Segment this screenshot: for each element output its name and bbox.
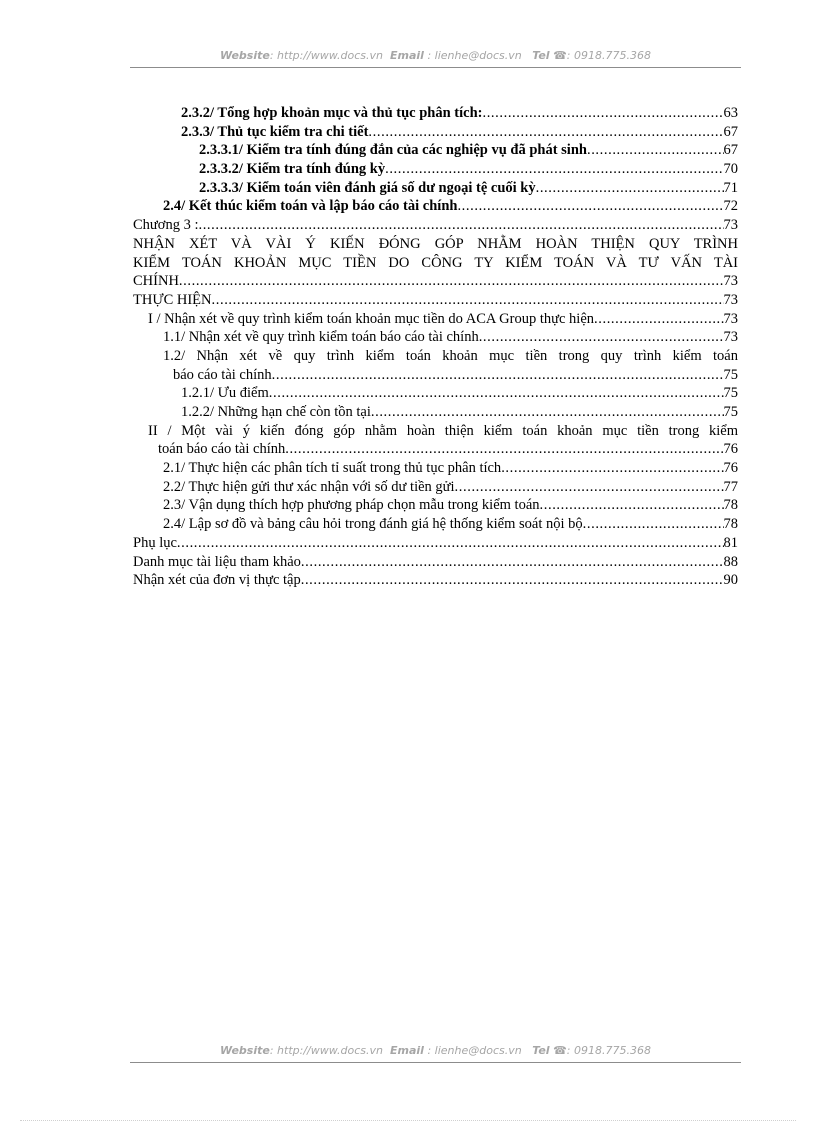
- toc-entry[interactable]: [133, 291, 738, 310]
- toc-entry[interactable]: [133, 478, 738, 497]
- toc-entry-title: Nhận xét của đơn vị thực tập: [133, 572, 301, 589]
- toc-leader-dots: [536, 179, 724, 198]
- toc-leader-dots: [198, 216, 723, 235]
- toc-entry[interactable]: [133, 197, 738, 216]
- toc-leader-dots: [587, 141, 724, 160]
- toc-entry-title-line: NHẬN XÉT VÀ VÀI Ý KIẾN ĐÓNG GÓP NHẰM HOÀN THIỆN QUY TRÌNH: [133, 235, 738, 252]
- toc-entry-title: 2.3.3.2/ Kiểm tra tính đúng kỳ: [199, 161, 386, 178]
- toc-leader-dots: [457, 197, 723, 216]
- toc-entry[interactable]: [133, 459, 738, 478]
- toc-page-number: 88: [723, 553, 738, 570]
- toc-page-number: 73: [723, 273, 738, 290]
- toc-page-number: 90: [723, 572, 738, 589]
- toc-leader-dots: [594, 310, 723, 329]
- toc-entry[interactable]: [133, 553, 738, 572]
- toc-leader-dots: [482, 104, 723, 123]
- toc-leader-dots: [540, 496, 724, 515]
- toc-page-number: 75: [723, 404, 738, 421]
- footer-tel-label: Tel: [532, 1044, 550, 1057]
- toc-leader-dots: [177, 534, 724, 553]
- toc-entry-title: 1.2.2/ Những hạn chế còn tồn tại: [181, 404, 371, 421]
- toc-entry-multiline[interactable]: [133, 347, 738, 384]
- toc-leader-dots: [479, 328, 724, 347]
- toc-entry[interactable]: [133, 104, 738, 123]
- toc-entry[interactable]: [133, 179, 738, 198]
- page-footer: [130, 1044, 741, 1063]
- footer-email-label: Email: [390, 1044, 424, 1057]
- toc-entry-chapter[interactable]: [133, 216, 738, 235]
- toc-entry-title: 2.4/ Lập sơ đồ và bảng câu hỏi trong đánh giá hệ thống kiểm soát nội bộ: [163, 516, 583, 533]
- toc-leader-dots: [179, 272, 724, 291]
- toc-page-number: 67: [723, 123, 738, 140]
- toc-entry-title: 2.1/ Thực hiện các phân tích tỉ suất trong thủ tục phân tích: [163, 460, 502, 477]
- page-header: [130, 49, 741, 68]
- footer-email-link[interactable]: : lienhe@docs.vn: [423, 1044, 522, 1057]
- toc-entry-chapter-title[interactable]: [133, 235, 738, 291]
- toc-leader-dots: [368, 123, 723, 142]
- toc-page-number: 70: [723, 161, 738, 178]
- toc-entry-title-line: toán báo cáo tài chính: [158, 441, 286, 458]
- toc-entry-title: 1.2.1/ Ưu điểm: [181, 385, 269, 402]
- toc-entry-title: 2.3.3.1/ Kiểm tra tính đúng đắn của các nghiệp vụ đã phát sinh: [199, 142, 587, 159]
- toc-entry-title: 2.3.2/ Tổng hợp khoản mục và thủ tục phân tích:: [181, 104, 483, 121]
- toc-entry[interactable]: [133, 497, 738, 516]
- header-website-label: Website: [220, 49, 270, 62]
- toc-page-number: 73: [723, 310, 738, 327]
- toc-entry-title-line: II / Một vài ý kiến đóng góp nhằm hoàn thiện kiểm toán khoản mục tiền trong kiểm: [148, 422, 738, 439]
- header-email-label: Email: [390, 49, 424, 62]
- toc-page-number: 72: [723, 198, 738, 215]
- toc-leader-dots: [583, 515, 724, 534]
- toc-entry-title-line: 1.2/ Nhận xét về quy trình kiểm toán khoản mục tiền trong quy trình kiểm toán: [163, 347, 738, 364]
- header-tel-label: Tel: [532, 49, 550, 62]
- toc-page-number: 76: [723, 460, 738, 477]
- table-of-contents: [133, 104, 738, 590]
- toc-entry[interactable]: [133, 123, 738, 142]
- toc-page-number: 73: [723, 329, 738, 346]
- toc-entry-title-line: CHÍNH: [133, 273, 179, 290]
- toc-entry[interactable]: [133, 160, 738, 179]
- toc-entry-title: 1.1/ Nhận xét về quy trình kiểm toán báo cáo tài chính: [163, 329, 479, 346]
- toc-entry[interactable]: [133, 310, 738, 329]
- toc-entry-title: 2.2/ Thực hiện gửi thư xác nhận với số dư tiền gửi: [163, 478, 455, 495]
- toc-leader-dots: [455, 478, 724, 497]
- footer-website-label: Website: [220, 1044, 270, 1057]
- toc-entry-title: 2.4/ Kết thúc kiểm toán và lập báo cáo tài chính: [163, 198, 458, 215]
- telephone-icon: ☎: [553, 1044, 567, 1057]
- toc-leader-dots: [269, 384, 724, 403]
- toc-entry[interactable]: [133, 141, 738, 160]
- toc-entry[interactable]: [133, 328, 738, 347]
- toc-page-number: 73: [723, 217, 738, 234]
- toc-entry-title: Danh mục tài liệu tham khảo: [133, 553, 301, 570]
- toc-entry[interactable]: [133, 571, 738, 590]
- footer-website-link[interactable]: : http://www.docs.vn: [269, 1044, 384, 1057]
- toc-entry-title-line: báo cáo tài chính: [173, 366, 272, 383]
- toc-leader-dots: [301, 571, 724, 590]
- toc-page-number: 75: [723, 366, 738, 383]
- header-website-link[interactable]: : http://www.docs.vn: [269, 49, 384, 62]
- toc-entry-multiline[interactable]: [133, 422, 738, 459]
- toc-leader-dots: [272, 366, 724, 385]
- toc-entry[interactable]: [133, 403, 738, 422]
- telephone-icon: ☎: [553, 49, 567, 62]
- toc-entry[interactable]: [133, 534, 738, 553]
- toc-entry-title: 2.3.3/ Thủ tục kiểm tra chi tiết: [181, 123, 369, 140]
- toc-entry-title: Phụ lục: [133, 534, 177, 551]
- toc-entry-title: Chương 3 :: [133, 217, 199, 234]
- page-bottom-divider: [20, 1120, 796, 1121]
- toc-page-number: 77: [723, 478, 738, 495]
- toc-page-number: 78: [723, 516, 738, 533]
- toc-leader-dots: [212, 291, 724, 310]
- toc-leader-dots: [301, 553, 724, 572]
- toc-entry[interactable]: [133, 384, 738, 403]
- toc-page-number: 76: [723, 441, 738, 458]
- toc-page-number: 73: [723, 291, 738, 308]
- toc-page-number: 75: [723, 385, 738, 402]
- toc-leader-dots: [285, 440, 723, 459]
- toc-entry-title-line: KIỂM TOÁN KHOẢN MỤC TIỀN DO CÔNG TY KIỂM TOÁN VÀ TƯ VẤN TÀI: [133, 254, 738, 271]
- toc-entry-title: 2.3.3.3/ Kiểm toán viên đánh giá số dư ngoại tệ cuối kỳ: [199, 179, 536, 196]
- toc-page-number: 71: [723, 179, 738, 196]
- toc-leader-dots: [501, 459, 723, 478]
- toc-page-number: 78: [723, 497, 738, 514]
- header-tel-number: : 0918.775.368: [566, 49, 651, 62]
- toc-page-number: 63: [723, 104, 738, 121]
- toc-leader-dots: [385, 160, 723, 179]
- toc-entry-title: 2.3/ Vận dụng thích hợp phương pháp chọn mẫu trong kiểm toán: [163, 497, 540, 514]
- toc-leader-dots: [371, 403, 724, 422]
- toc-entry-title: I / Nhận xét về quy trình kiểm toán khoản mục tiền do ACA Group thực hiện: [148, 310, 595, 327]
- header-email-link[interactable]: : lienhe@docs.vn: [423, 49, 522, 62]
- toc-page-number: 81: [723, 534, 738, 551]
- footer-tel-number: : 0918.775.368: [566, 1044, 651, 1057]
- toc-entry-title: THỰC HIỆN: [133, 291, 212, 308]
- toc-page-number: 67: [723, 142, 738, 159]
- toc-entry[interactable]: [133, 515, 738, 534]
